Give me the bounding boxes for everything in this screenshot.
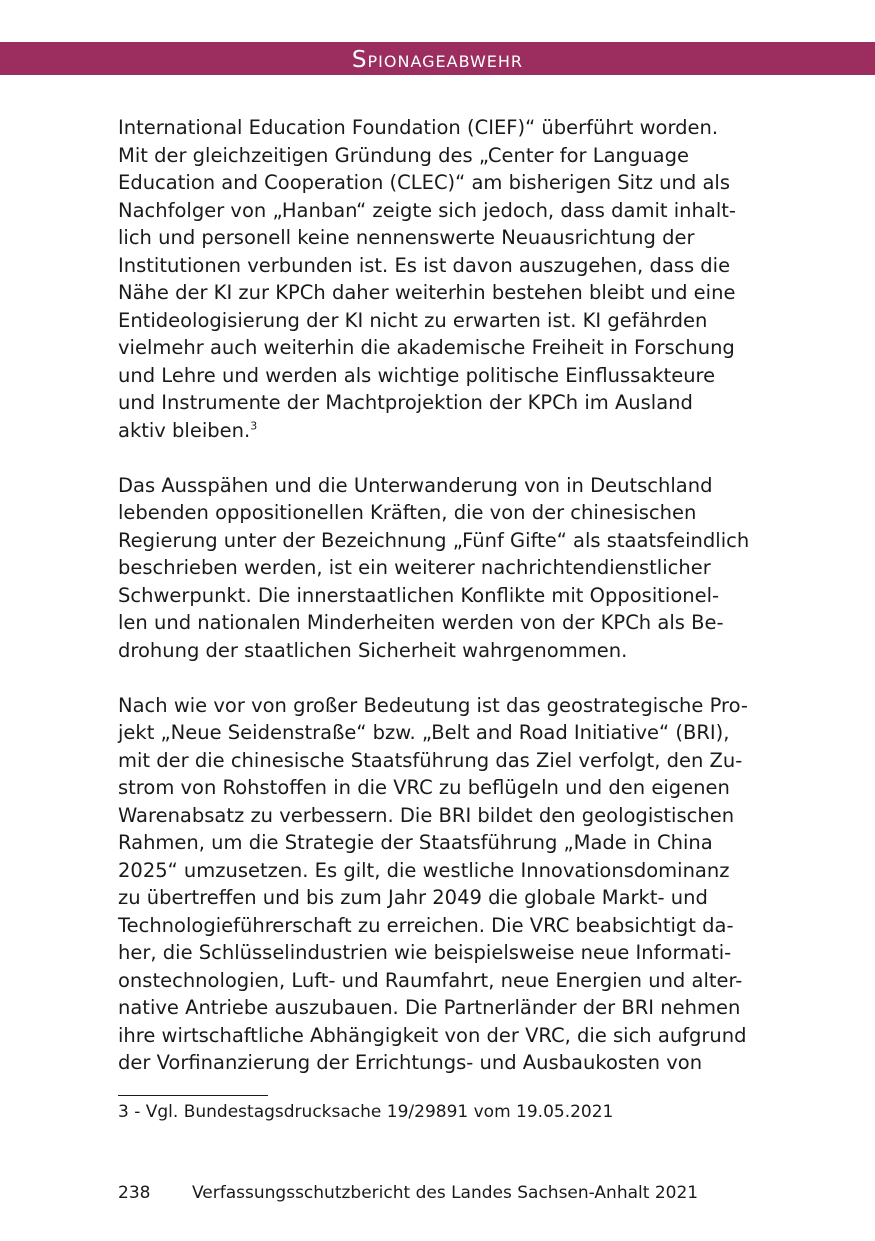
footnote-reference[interactable]: 3 [250, 419, 258, 432]
section-title: Spionageabwehr [351, 47, 524, 73]
page-number: 238 [118, 1183, 151, 1203]
page-footer [118, 1181, 758, 1205]
body-text [118, 114, 758, 1104]
paragraph-3: Nach wie vor von großer Bedeutung ist das geostrategische Pro- jekt „Neue Seidenstraße“ bzw. „Belt and Road Initiative“ (BRI), mit der die chinesische Staatsführung das Ziel verfolgt, den Zu- strom von Rohstoffen in die VRC zu beflügeln und den eigenen Warenabsatz zu verbessern. Die BRI bildet den geologistischen Rahmen, um die Strategie der Staatsführung „Made in China 2025“ umzusetzen. Es gilt, die westliche Innovationsdominanz zu übertreffen und bis zum Jahr 2049 die globale Markt- und Technologieführerschaft zu erreichen. Die VRC beabsichtigt da- her, die Schlüsselindustrien wie beispielsweise neue Informati- onstechnologien, Luft- und Raumfahrt, neue Energien und alter- native Antriebe auszubauen. Die Partnerländer der BRI nehmen ihre wirtschaftliche Abhängigkeit von der VRC, die sich aufgrund der Vorfinanzierung der Errichtungs- und Ausbaukosten von [118, 693, 748, 1074]
footnote: 3 - Vgl. Bundestagsdrucksache 19/29891 vom 19.05.2021 [118, 1102, 614, 1122]
paragraph-1 [118, 114, 758, 444]
publication-title: Verfassungsschutzbericht des Landes Sachsen-Anhalt 2021 [192, 1183, 699, 1203]
paragraph-2: Das Ausspähen und die Unterwanderung von in Deutschland lebenden oppositionellen Kräften, die von der chinesischen Regierung unter der Bezeichnung „Fünf Gifte“ als staatsfeindlich beschrieben werden, ist ein weiterer nachrichtendienstlicher Schwerpunkt. Die innerstaatlichen Konflikte mit Oppositionel- len und nationalen Minderheiten werden von der KPCh als Be- drohung der staatlichen Sicherheit wahrgenommen. [118, 473, 750, 662]
section-header-bar [0, 42, 875, 75]
footnote-divider [118, 1095, 268, 1096]
paragraph-1-text: International Education Foundation (CIEF)“ überführt worden. Mit der gleichzeitigen Gründung des „Center for Language Education and Cooperation (CLEC)“ am bisherigen Sitz und als Nachfolger von „Hanban“ zeigte sich jedoch, dass damit inhalt- lich und personell keine nennenswerte Neuausrichtung der Institutionen verbunden ist. Es ist davon auszugehen, dass die Nähe der KI zur KPCh daher weiterhin bestehen bleibt und eine Entideologisierung der KI nicht zu erwarten ist. KI gefährden vielmehr auch weiterhin die akademische Freiheit in Forschung und Lehre und werden als wichtige politische Einflussakteure und Instrumente der Machtprojektion der KPCh im Ausland aktiv bleiben. [118, 116, 736, 442]
